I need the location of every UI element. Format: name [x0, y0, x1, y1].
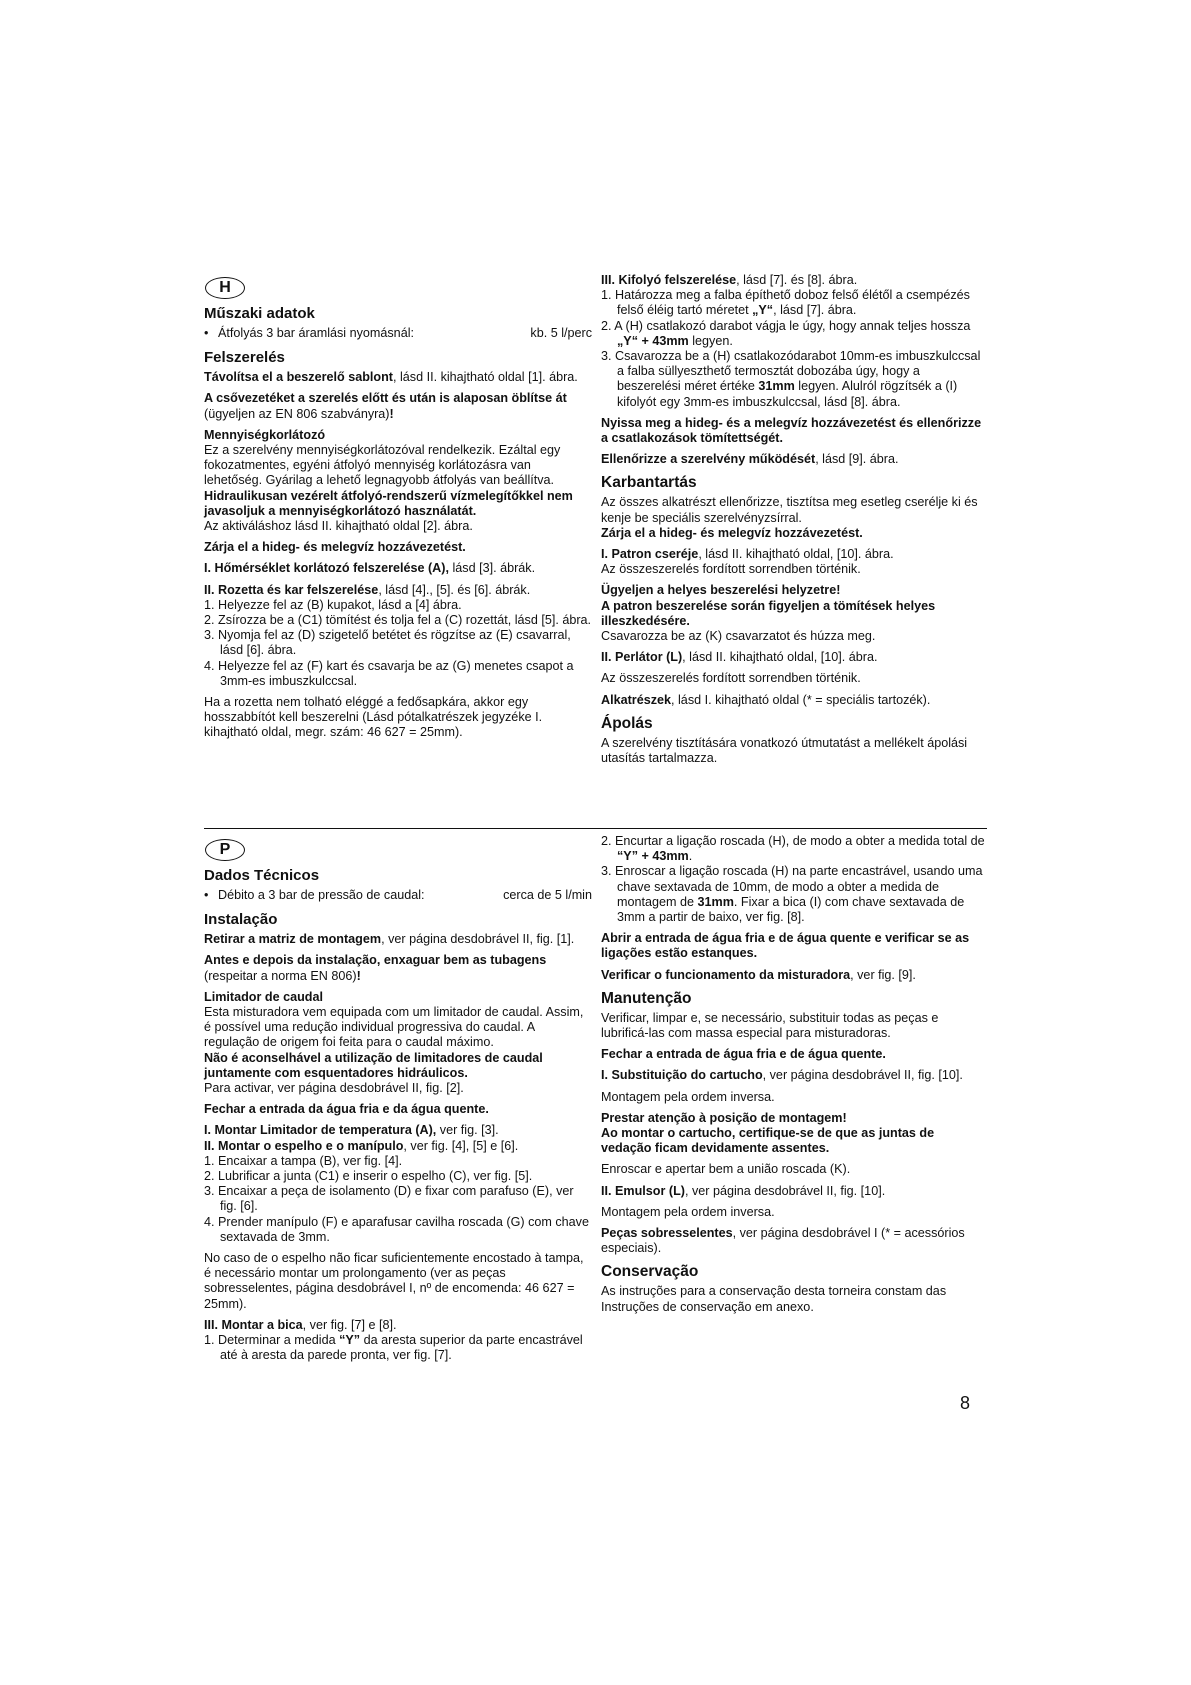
hu-care-title: Ápolás [601, 714, 653, 732]
pt-care-title: Conservação [601, 1263, 699, 1281]
list-item: 2. A (H) csatlakozó darabot vágja le úgy, hogy annak teljes hossza „Y“ + 43mm legyen. [601, 318, 971, 348]
hu-flow-value: kb. 5 l/perc [530, 326, 592, 340]
pt-left-column [204, 836, 592, 1363]
list-item: 3. Nyomja fel az (D) szigetelő betétet és rögzítse az (E) csavarral, lásd [6]. ábra. [204, 628, 571, 658]
hu-limiter-activate: Az aktiváláshoz lásd II. kihajtható oldal [2]. ábra. [204, 519, 473, 534]
pt-care-text: As instruções para a conservação desta torneira constam das Instruções de conservação em anexo. [601, 1284, 947, 1314]
pt-p1: Retirar a matriz de montagem, ver página desdobrável II, fig. [1]. [204, 932, 575, 947]
pt-cartridge: I. Substituição do cartucho, ver página desdobrável II, fig. [10]. [601, 1068, 963, 1083]
pt-care-position: Prestar atenção à posição de montagem! [601, 1110, 847, 1125]
pt-maint-title: Manutenção [601, 989, 692, 1007]
hu-limiter-warning: Hidraulikusan vezérelt átfolyó-rendszerű vízmelegítőkkel nem javasoljuk a mennyiségkorlátozó használatát. [204, 488, 573, 518]
list-item: 4. Helyezze fel az (F) kart és csavarja be az (G) menetes csapot a 3mm-es imbuszkulccsal. [204, 658, 574, 688]
list-item: 3. Enroscar a ligação roscada (H) na parte encastrável, usando uma chave sextavada de 10mm, de modo a obter a medida de montagem de 31mm. Fixar a bica (I) com chave sextavada de 3mm a partir de baixo, ver fig. [8]. [601, 864, 983, 925]
list-item: 2. Encurtar a ligação roscada (H), de modo a obter a medida total de “Y” + 43mm. [601, 834, 985, 864]
list-item: 2. Lubrificar a junta (C1) e inserir o espelho (C), ver fig. [5]. [204, 1169, 533, 1184]
list-item: 4. Prender manípulo (F) e aparafusar cavilha roscada (G) com chave sextavada de 3mm. [204, 1214, 589, 1244]
hu-perlator: II. Perlátor (L), lásd II. kihajtható oldal, [10]. ábra. [601, 650, 878, 665]
hu-maint-close: Zárja el a hideg- és melegvíz hozzávezetést. [601, 525, 863, 540]
hu-close-water: Zárja el a hideg- és melegvíz hozzávezetést. [204, 540, 466, 555]
hu-limiter-text: Ez a szerelvény mennyiségkorlátozóval rendelkezik. Ezáltal egy fokozatmentes, egyéni átfolyó mennyiség korlátozásra van lehetőség. Gyárilag a lehető legnagyobb átfolyás van beállítva. [204, 443, 561, 488]
hu-right-column [601, 273, 987, 772]
hu-reverse-2: Az összeszerelés fordított sorrendben történik. [601, 671, 861, 686]
hu-tech-title: Műszaki adatok [204, 305, 315, 322]
language-badge-h: H [205, 277, 245, 299]
list-item: 1. Encaixar a tampa (B), ver fig. [4]. [204, 1153, 403, 1168]
pt-reverse-2: Montagem pela ordem inversa. [601, 1204, 775, 1219]
pt-right-column [601, 834, 987, 1321]
pt-maint-text: Verificar, limpar e, se necessário, substituir todas as peças e lubrificá-las com massa especial para misturadoras. [601, 1010, 939, 1041]
pt-open-check: Abrir a entrada de água fria e de água quente e verificar se as ligações estão estanques. [601, 931, 970, 961]
pt-limiter-activate: Para activar, ver página desdobrável II, fig. [2]. [204, 1081, 464, 1096]
hu-p1: Távolítsa el a beszerelő sablont, lásd II. kihajtható oldal [1]. ábra. [204, 370, 578, 385]
hu-care-text: A szerelvény tisztítására vonatkozó útmutatást a mellékelt ápolási utasítás tartalmazza. [601, 735, 968, 766]
hu-maint-text: Az összes alkatrészt ellenőrizze, tisztítsa meg esetleg cserélje ki és kenje be speciális szerelvényzsírral. [601, 495, 978, 525]
hu-install-title: Felszerelés [204, 349, 285, 367]
pt-emulsor: II. Emulsor (L), ver página desdobrável II, fig. [10]. [601, 1183, 886, 1198]
pt-p2: Antes e depois da instalação, enxaguar bem as tubagens (respeitar a norma EN 806)! [204, 953, 547, 983]
hu-limiter-title: Mennyiségkorlátozó [204, 427, 326, 442]
pt-close-water: Fechar a entrada da água fria e da água quente. [204, 1102, 489, 1117]
pt-parts: Peças sobresselentes, ver página desdobrável I (* = acessórios especiais). [601, 1226, 965, 1256]
hu-step-3: III. Kifolyó felszerelése, lásd [7]. és [8]. ábra. [601, 273, 858, 287]
pt-function-check: Verificar o funcionamento da misturadora, ver fig. [9]. [601, 967, 916, 982]
page-number: 8 [960, 1393, 971, 1413]
hu-left-column [204, 274, 592, 747]
list-item: 2. Zsírozza be a (C1) tömítést és tolja fel a (C) rozettát, lásd [5]. ábra. [204, 613, 592, 628]
pt-flow-label: • Débito a 3 bar de pressão de caudal: [204, 888, 425, 903]
pt-flow-value: cerca de 5 l/min [503, 888, 592, 902]
hu-parts: Alkatrészek, lásd I. kihajtható oldal (* = speciális tartozék). [601, 692, 931, 707]
pt-step-2: II. Montar o espelho e o manípulo, ver fig. [4], [5] e [6]. [204, 1138, 519, 1153]
pt-reverse-1: Montagem pela ordem inversa. [601, 1089, 775, 1104]
list-item: 1. Határozza meg a falba építhető doboz felső élétől a csempézés felső éléig tartó méretet „Y“, lásd [7]. ábra. [601, 288, 970, 318]
hu-cartridge: I. Patron cseréje, lásd II. kihajtható oldal, [10]. ábra. [601, 547, 894, 562]
hu-function-check: Ellenőrizze a szerelvény működését, lásd [9]. ábra. [601, 452, 899, 467]
hu-care-seal: A patron beszerelése során figyeljen a tömítések helyes illeszkedésére. [601, 598, 936, 628]
pt-tech-title: Dados Técnicos [204, 867, 320, 884]
hu-open-check: Nyissa meg a hideg- és a melegvíz hozzávezetést és ellenőrizze a csatlakozások tömítettségét. [601, 415, 982, 446]
pt-care-seal: Ao montar o cartucho, certifique-se de que as juntas de vedação ficam devidamente assentes. [601, 1126, 935, 1156]
pt-limiter-text: Esta misturadora vem equipada com um limitador de caudal. Assim, é possível uma redução individual progressiva do caudal. A regulação de origem foi feita para o caudal máximo. [204, 1005, 584, 1050]
pt-maint-close: Fechar a entrada de água fria e de água quente. [601, 1047, 886, 1062]
hu-extension-note: Ha a rozetta nem tolható eléggé a fedősapkára, akkor egy hosszabbítót kell beszerelni (Lásd pótalkatrészek jegyzéke I. kihajtható oldal, megr. szám: 46 627 = 25mm). [204, 695, 543, 740]
hu-care-position: Ügyeljen a helyes beszerelési helyzetre! [601, 583, 841, 598]
list-item: 3. Encaixar a peça de isolamento (D) e fixar com parafuso (E), ver fig. [6]. [204, 1184, 574, 1214]
pt-install-title: Instalação [204, 911, 278, 929]
hu-p2: A csővezetéket a szerelés előtt és után is alaposan öblítse át (ügyeljen az EN 806 szabványra)! [204, 391, 567, 421]
pt-step-1: I. Montar Limitador de temperatura (A), ver fig. [3]. [204, 1123, 499, 1138]
list-item: 1. Helyezze fel az (B) kupakot, lásd a [4] ábra. [204, 597, 462, 612]
hu-screw-k: Csavarozza be az (K) csavarzatot és húzza meg. [601, 629, 876, 644]
hu-step-1: I. Hőmérséklet korlátozó felszerelése (A), lásd [3]. ábrák. [204, 561, 536, 576]
pt-screw-k: Enroscar e apertar bem a união roscada (K). [601, 1162, 851, 1177]
section-divider [204, 828, 987, 829]
language-badge-p: P [205, 839, 245, 861]
hu-step-2: II. Rozetta és kar felszerelése, lásd [4]., [5]. és [6]. ábrák. [204, 582, 531, 597]
hu-maint-title: Karbantartás [601, 474, 697, 492]
hu-reverse-1: Az összeszerelés fordított sorrendben történik. [601, 562, 861, 577]
list-item: 3. Csavarozza be a (H) csatlakozódarabot 10mm-es imbuszkulccsal a falba süllyeszthető termosztát dobozába úgy, hogy a beszerelési méret értéke 31mm legyen. Alulról rögzítsék a (I) kifolyót egy 3mm-es imbuszkulccsal, lásd [8]. ábra. [601, 349, 981, 409]
pt-step-3: III. Montar a bica, ver fig. [7] e [8]. [204, 1317, 397, 1332]
hu-flow-row [204, 326, 592, 341]
pt-flow-row [204, 888, 592, 903]
pt-limiter-title: Limitador de caudal [204, 989, 323, 1004]
pt-limiter-warning: Não é aconselhável a utilização de limitadores de caudal juntamente com esquentadores hidráulicos. [204, 1050, 543, 1080]
list-item: 1. Determinar a medida “Y” da aresta superior da parte encastrável até à aresta da parede pronta, ver fig. [7]. [204, 1333, 583, 1363]
hu-flow-label: • Átfolyás 3 bar áramlási nyomásnál: [204, 326, 414, 341]
pt-extension-note: No caso de o espelho não ficar suficientemente encostado à tampa, é necessário montar um prolongamento (ver as peças sobresselentes, página desdobrável I, nº de encomenda: 46 627 = 25mm). [204, 1251, 584, 1311]
